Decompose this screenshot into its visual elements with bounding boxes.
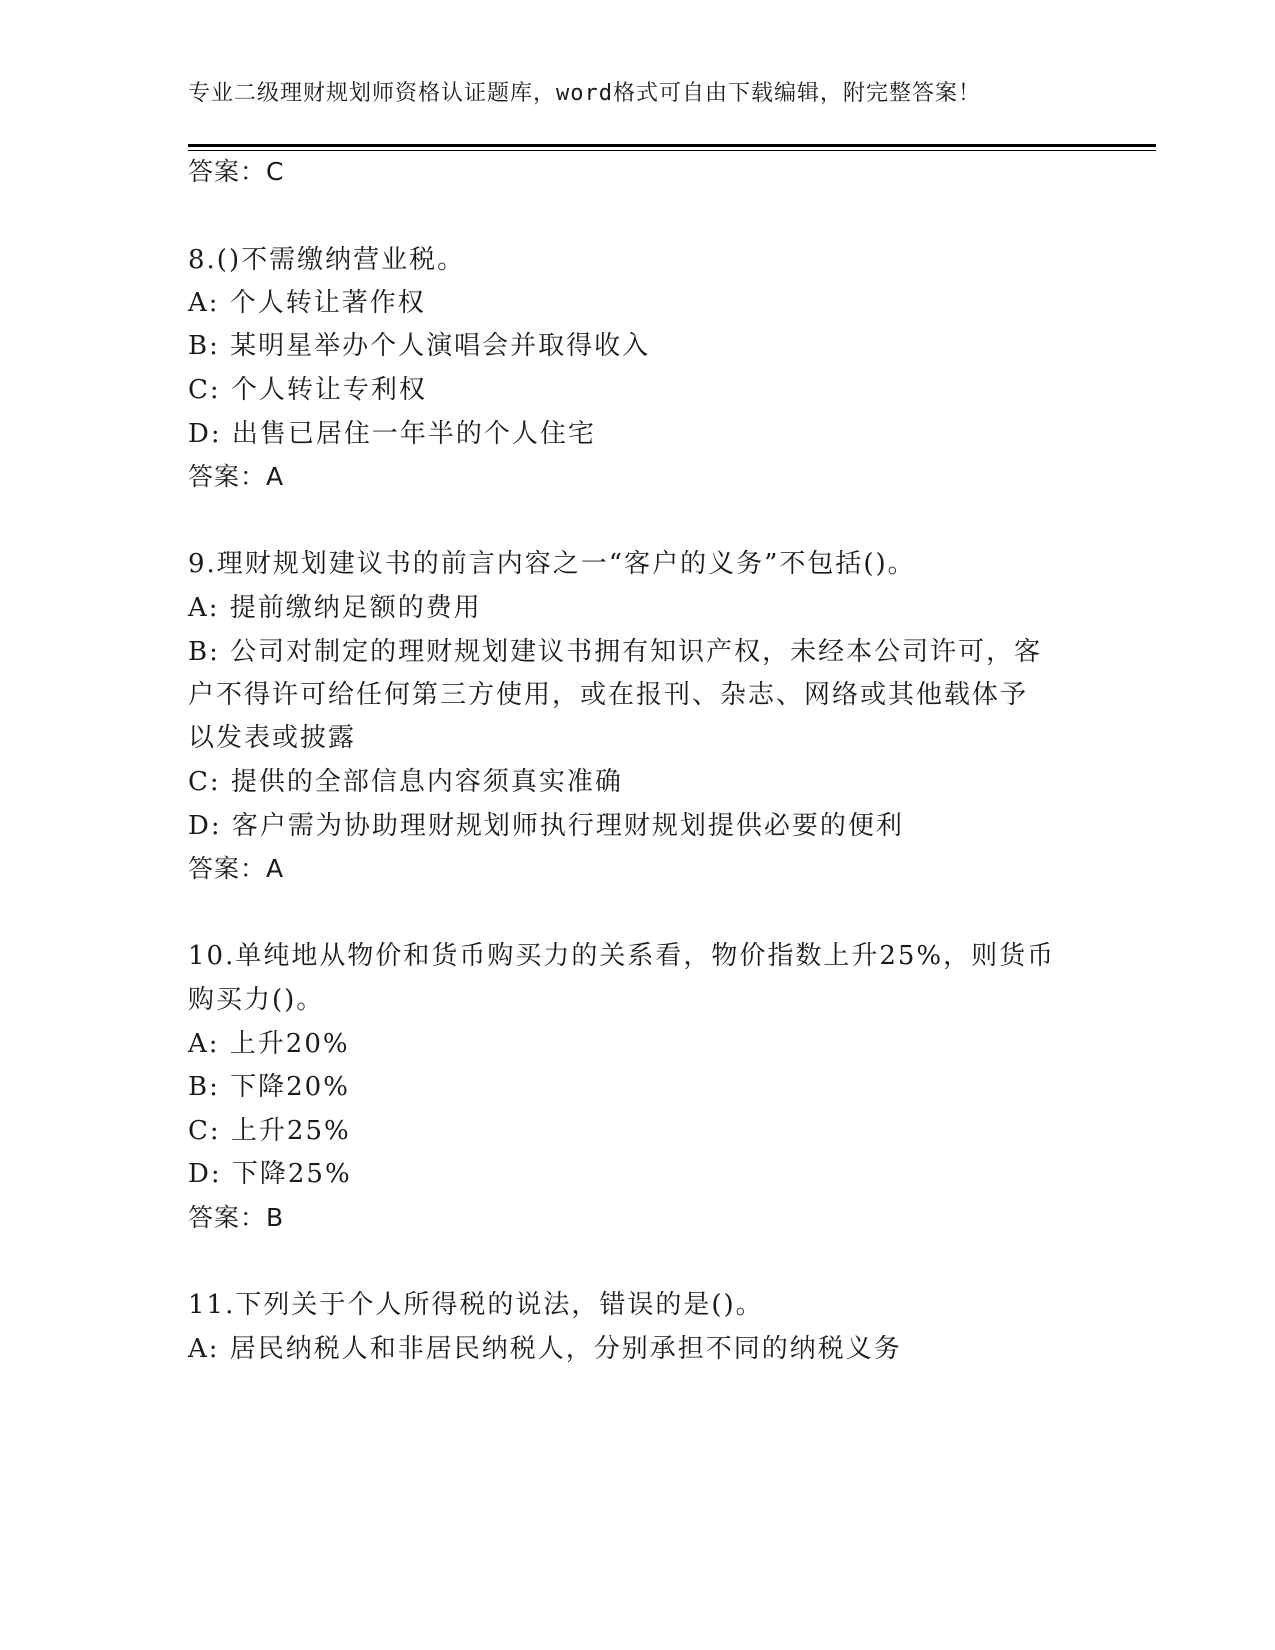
question-8: 8.()不需缴纳营业税。 [188, 245, 466, 275]
answer-line: 答案：A [188, 854, 285, 883]
question-9: 9.理财规划建议书的前言内容之一“客户的义务”不包括()。 [188, 549, 916, 579]
question-10: 10.单纯地从物价和货币购买力的关系看，物价指数上升25%，则货币 [188, 941, 1056, 971]
option-line: B: 某明星举办个人演唱会并取得收入 [188, 331, 651, 361]
option-line: A: 提前缴纳足额的费用 [188, 593, 482, 623]
answer-line: 答案：B [188, 1203, 285, 1232]
answer-line: 答案：A [188, 462, 285, 491]
option-line: D: 出售已居住一年半的个人住宅 [188, 419, 596, 449]
answer-line: 答案：C [188, 157, 285, 186]
option-line-continued: 户不得许可给任何第三方使用，或在报刊、杂志、网络或其他载体予 [188, 680, 1029, 710]
option-line: C: 提供的全部信息内容须真实准确 [188, 767, 623, 797]
option-line: A: 上升20% [188, 1029, 350, 1059]
page-header: 专业二级理财规划师资格认证题库，word格式可自由下载编辑，附完整答案！ [188, 81, 981, 106]
question-11: 11.下列关于个人所得税的说法，错误的是()。 [188, 1290, 764, 1320]
option-line: C: 上升25% [188, 1116, 351, 1146]
option-line: D: 客户需为协助理财规划师执行理财规划提供必要的便利 [188, 811, 904, 841]
option-line: A: 居民纳税人和非居民纳税人，分别承担不同的纳税义务 [188, 1334, 902, 1364]
option-line: A: 个人转让著作权 [188, 288, 426, 318]
option-line: D: 下降25% [188, 1159, 352, 1189]
option-line-continued: 以发表或披露 [188, 723, 357, 753]
option-line: B: 下降20% [188, 1072, 350, 1102]
option-line: C: 个人转让专利权 [188, 375, 427, 405]
header-divider [188, 144, 1156, 147]
option-line: B: 公司对制定的理财规划建议书拥有知识产权，未经本公司许可，客 [188, 637, 1043, 667]
question-10-continued: 购买力()。 [188, 985, 325, 1015]
header-divider-thin [188, 150, 1156, 151]
